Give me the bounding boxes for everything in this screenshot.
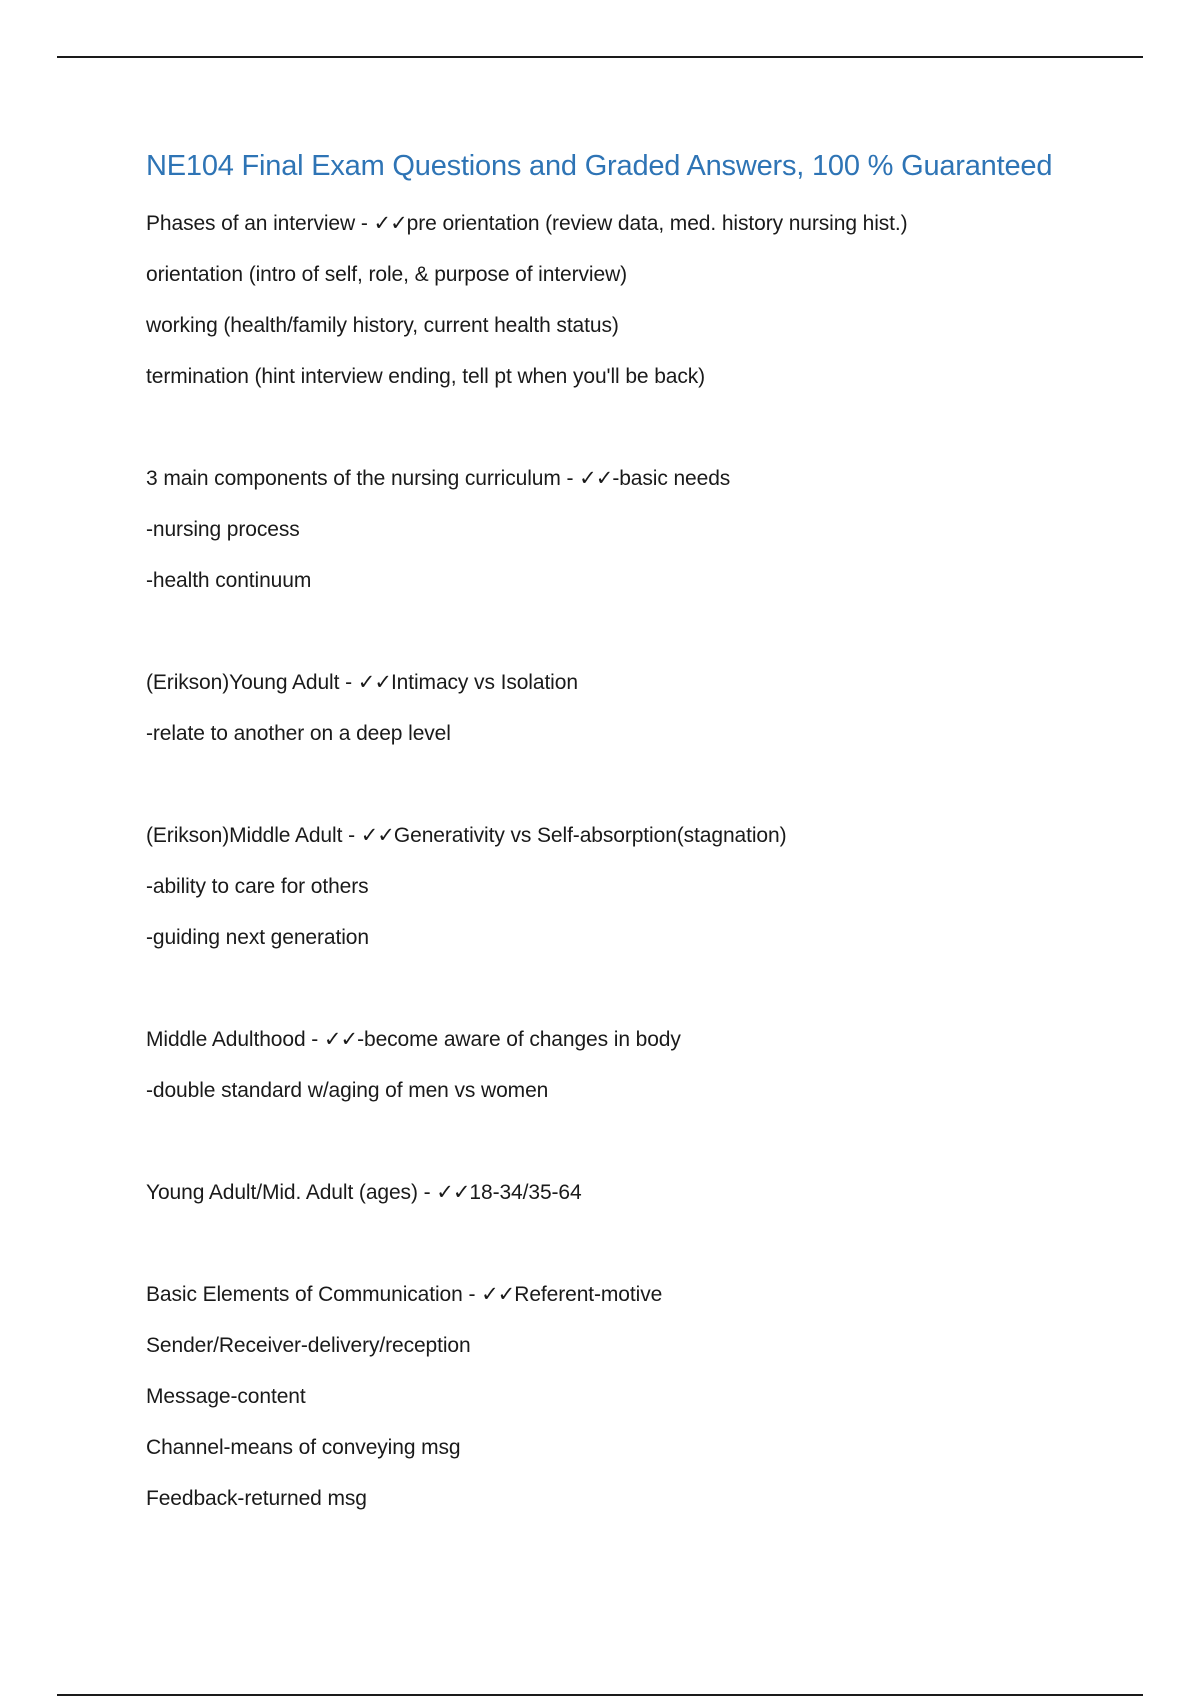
qa-entry [146,1269,1106,1524]
qa-answer-line: -nursing process [146,518,300,541]
qa-answer-line: termination (hint interview ending, tell pt when you'll be back) [146,365,706,388]
qa-entry [146,810,1106,963]
qa-question-line [146,198,1106,249]
qa-answer-first: Generativity vs Self-absorption(stagnation) [393,824,787,847]
qa-answer-first: Referent-motive [514,1283,663,1306]
qa-separator: - [417,1181,437,1204]
qa-question-line [146,453,1106,504]
qa-term: 3 main components of the nursing curriculum [146,467,561,490]
qa-question-line [146,1269,1106,1320]
qa-entry [146,198,1106,402]
qa-entry [146,453,1106,606]
qa-entry [146,657,1106,759]
qa-question-line [146,1014,1106,1065]
qa-answer-line: -relate to another on a deep level [146,722,451,745]
qa-answer-line: Message-content [146,1385,306,1408]
qa-term: Middle Adulthood [146,1028,306,1051]
qa-entry [146,1167,1106,1218]
double-check-icon: ✓✓ [323,1027,358,1051]
qa-term: (Erikson)Middle Adult [146,824,343,847]
qa-separator: - [560,467,580,490]
qa-separator: - [342,824,361,847]
qa-term: Basic Elements of Communication [146,1283,463,1306]
double-check-icon: ✓✓ [481,1282,515,1306]
qa-answer-line: -health continuum [146,569,312,592]
qa-answer-first: pre orientation (review data, med. history nursing hist.) [406,212,908,235]
qa-entry [146,1014,1106,1116]
header-rule [57,56,1143,58]
qa-separator: - [462,1283,482,1306]
qa-answer-first: -basic needs [612,467,731,490]
qa-answer-line: -ability to care for others [146,875,369,898]
qa-term: Phases of an interview [146,212,356,235]
double-check-icon: ✓✓ [360,823,394,847]
qa-answer-line: -guiding next generation [146,926,369,949]
qa-answer-line: Sender/Receiver-delivery/reception [146,1334,471,1357]
footer-rule [57,1694,1143,1696]
qa-separator: - [305,1028,324,1051]
qa-answer-line: Feedback-returned msg [146,1487,367,1510]
qa-answer-first: Intimacy vs Isolation [390,671,578,694]
document-title: NE104 Final Exam Questions and Graded Answers, 100 % Guaranteed [146,150,1053,182]
qa-answer-line: working (health/family history, current health status) [146,314,619,337]
qa-answer-first: 18-34/35-64 [469,1181,582,1204]
qa-question-line [146,657,1106,708]
qa-question-line [146,1167,1106,1218]
double-check-icon: ✓✓ [357,670,391,694]
qa-term: (Erikson)Young Adult [146,671,340,694]
qa-separator: - [355,212,374,235]
double-check-icon: ✓✓ [373,211,407,235]
qa-answer-line: orientation (intro of self, role, & purpose of interview) [146,263,628,286]
qa-answer-first: -become aware of changes in body [357,1028,681,1051]
qa-term: Young Adult/Mid. Adult (ages) [146,1181,418,1204]
double-check-icon: ✓✓ [579,466,613,490]
qa-separator: - [339,671,358,694]
qa-list [146,198,1106,1524]
qa-answer-line: -double standard w/aging of men vs women [146,1079,549,1102]
document-body [146,140,1106,1524]
qa-answer-line: Channel-means of conveying msg [146,1436,461,1459]
double-check-icon: ✓✓ [436,1180,470,1204]
qa-question-line [146,810,1106,861]
